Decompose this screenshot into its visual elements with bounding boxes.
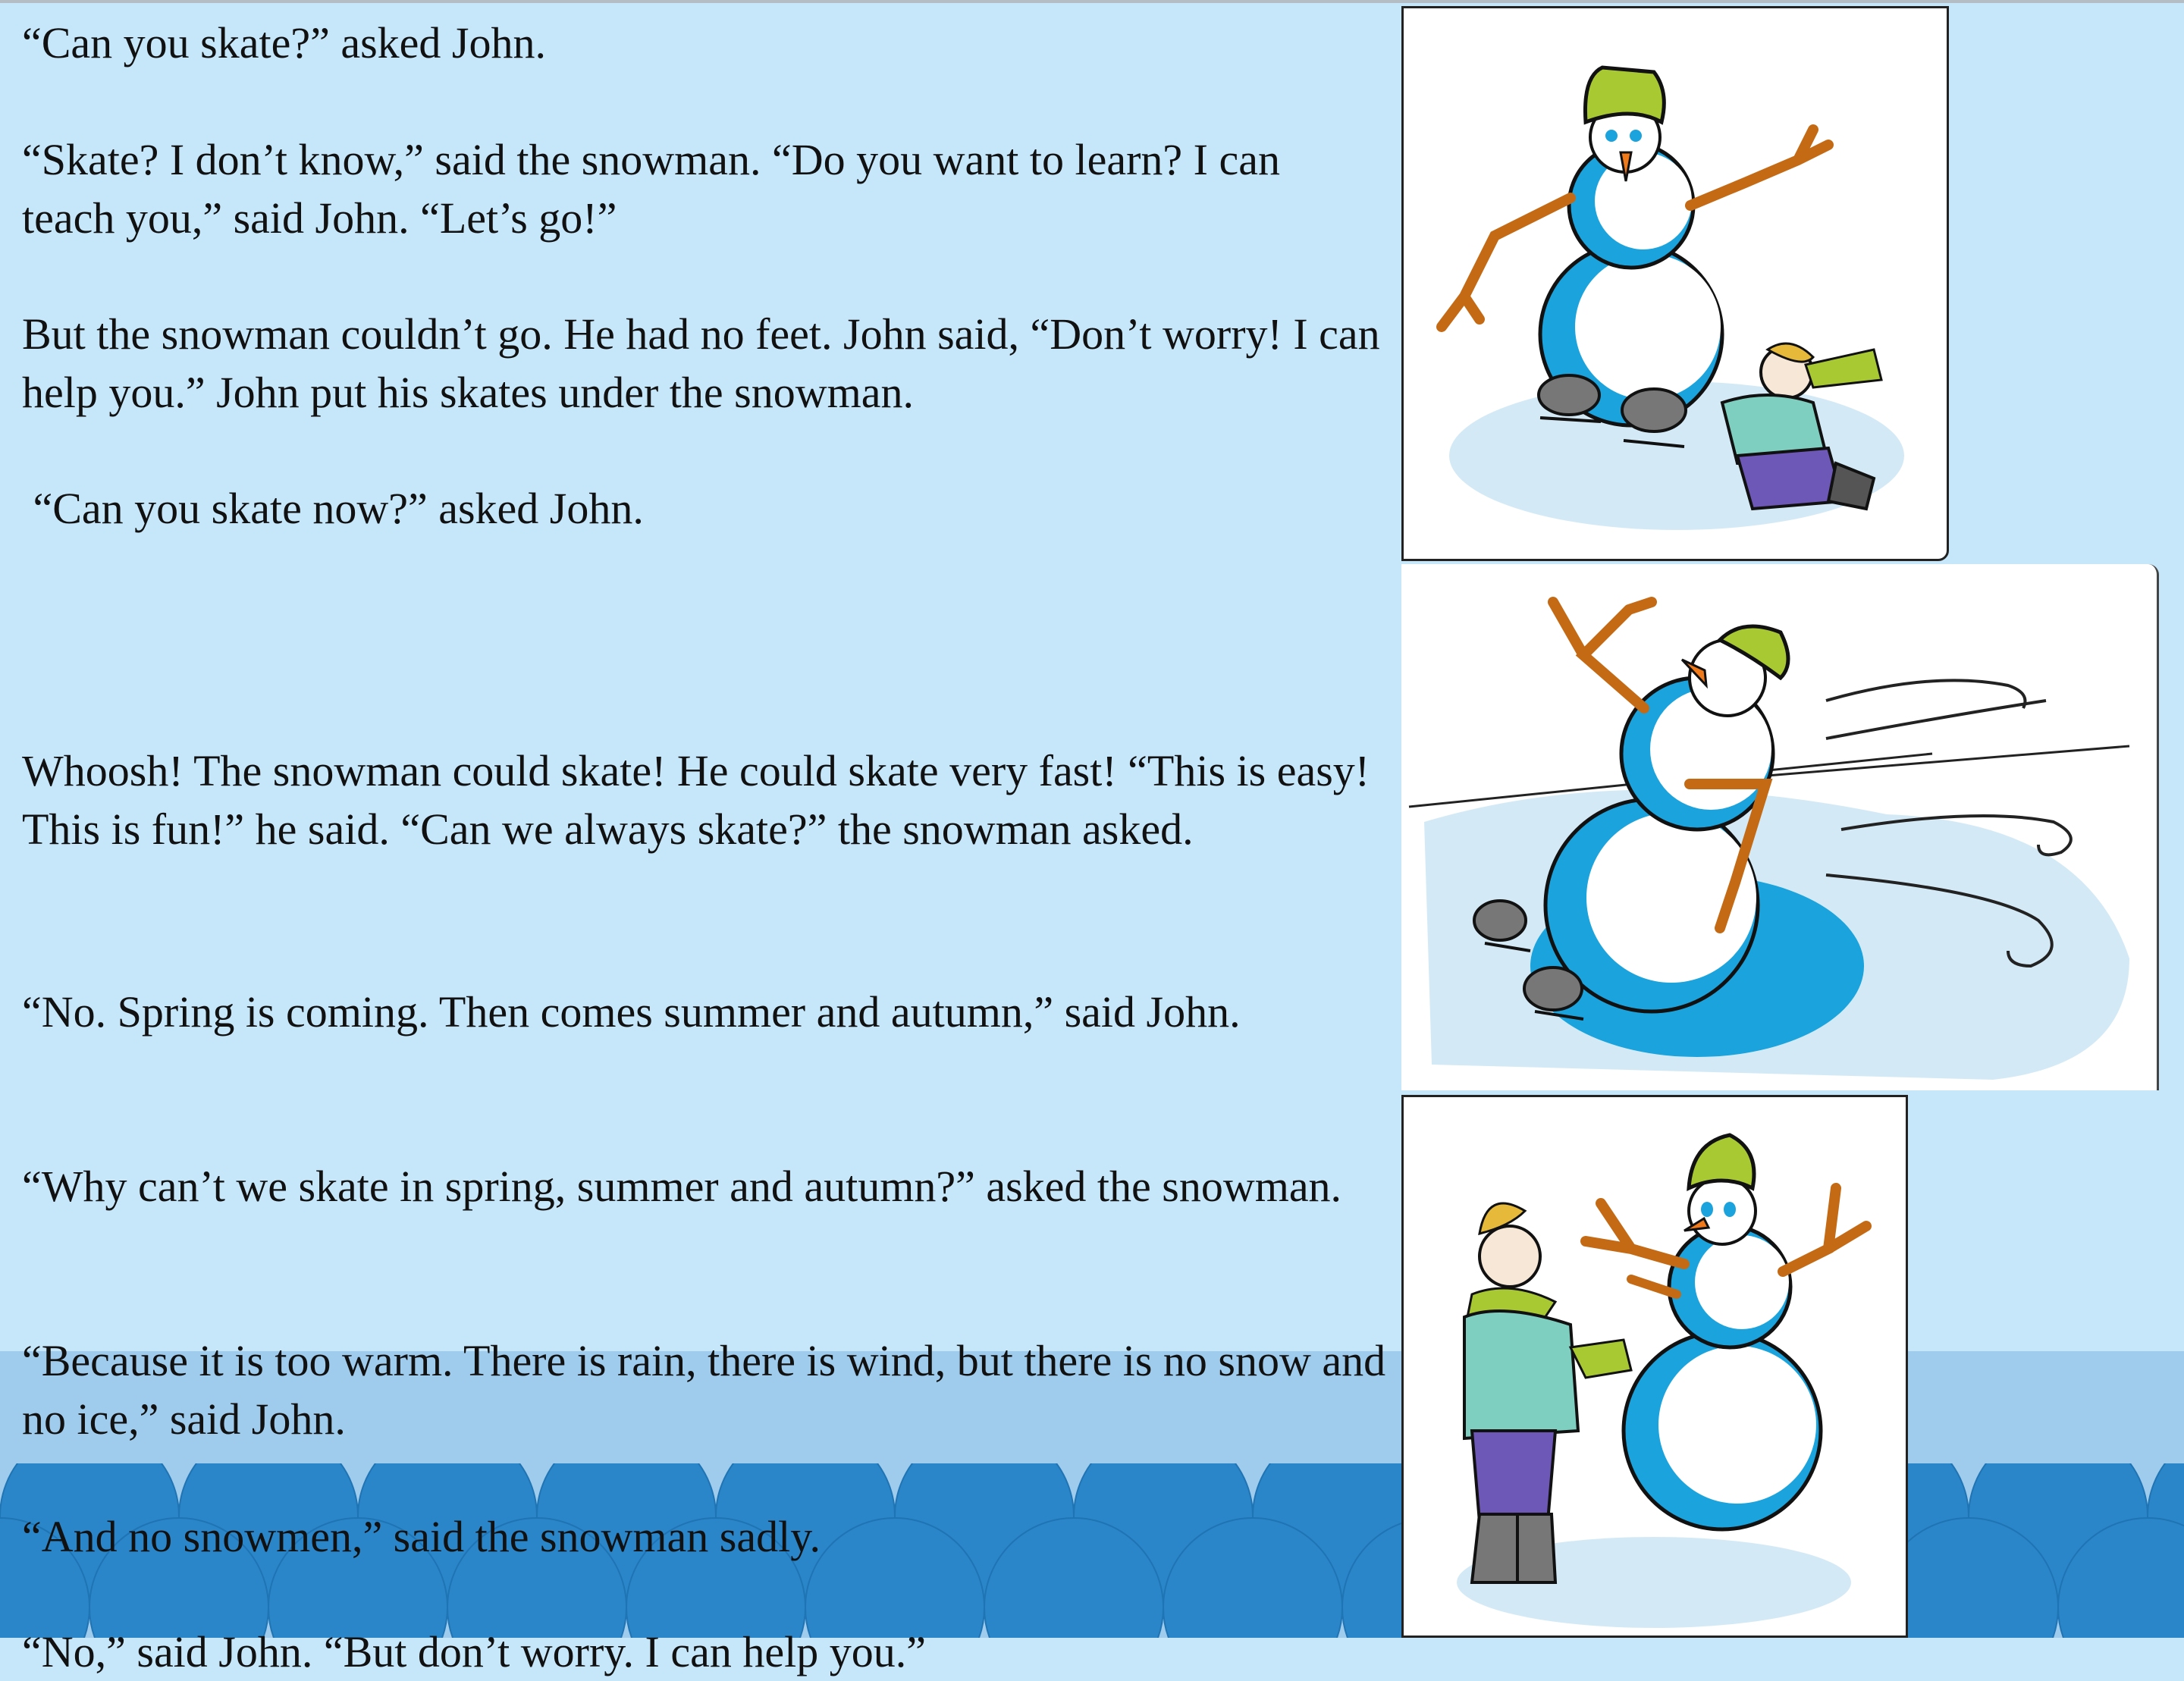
story-paragraph-2: “Skate? I don’t know,” said the snowman. “Do you want to learn? I can teach you,” said John. “Let’s go!”: [22, 135, 1291, 243]
story-paragraph-8: “Because it is too warm. There is rain, there is wind, but there is no snow and no ice,” said John.: [22, 1336, 1397, 1444]
illustration-snowman-fast: [1401, 564, 2159, 1090]
story-paragraph-4: “Can you skate now?” asked John.: [22, 484, 644, 533]
john-and-snowman-icon: [1404, 1097, 1906, 1636]
story-paragraph-9: “And no snowmen,” said the snowman sadly.: [22, 1512, 821, 1561]
story-paragraph-10: “No,” said John. “But don’t worry. I can help you.”: [22, 1627, 926, 1676]
snowman-on-skates-icon: [1404, 8, 1947, 559]
story-paragraph-5: Whoosh! The snowman could skate! He could skate very fast! “This is easy! This is fun!” he said. “Can we always skate?” the snowman asked.: [22, 746, 1380, 854]
story-paragraph-7: “Why can’t we skate in spring, summer and autumn?” asked the snowman.: [22, 1162, 1342, 1211]
story-paragraph-1: “Can you skate?” asked John.: [22, 18, 546, 67]
story-paragraph-6: “No. Spring is coming. Then comes summer and autumn,” said John.: [22, 987, 1241, 1037]
illustration-john-and-snowman: [1401, 1095, 1908, 1638]
snowman-skating-fast-icon: [1401, 564, 2157, 1090]
illustration-snowman-skates: [1401, 6, 1949, 561]
story-paragraph-3: But the snowman couldn’t go. He had no feet. John said, “Don’t worry! I can help you.” John put his skates under the snowman.: [22, 309, 1392, 417]
